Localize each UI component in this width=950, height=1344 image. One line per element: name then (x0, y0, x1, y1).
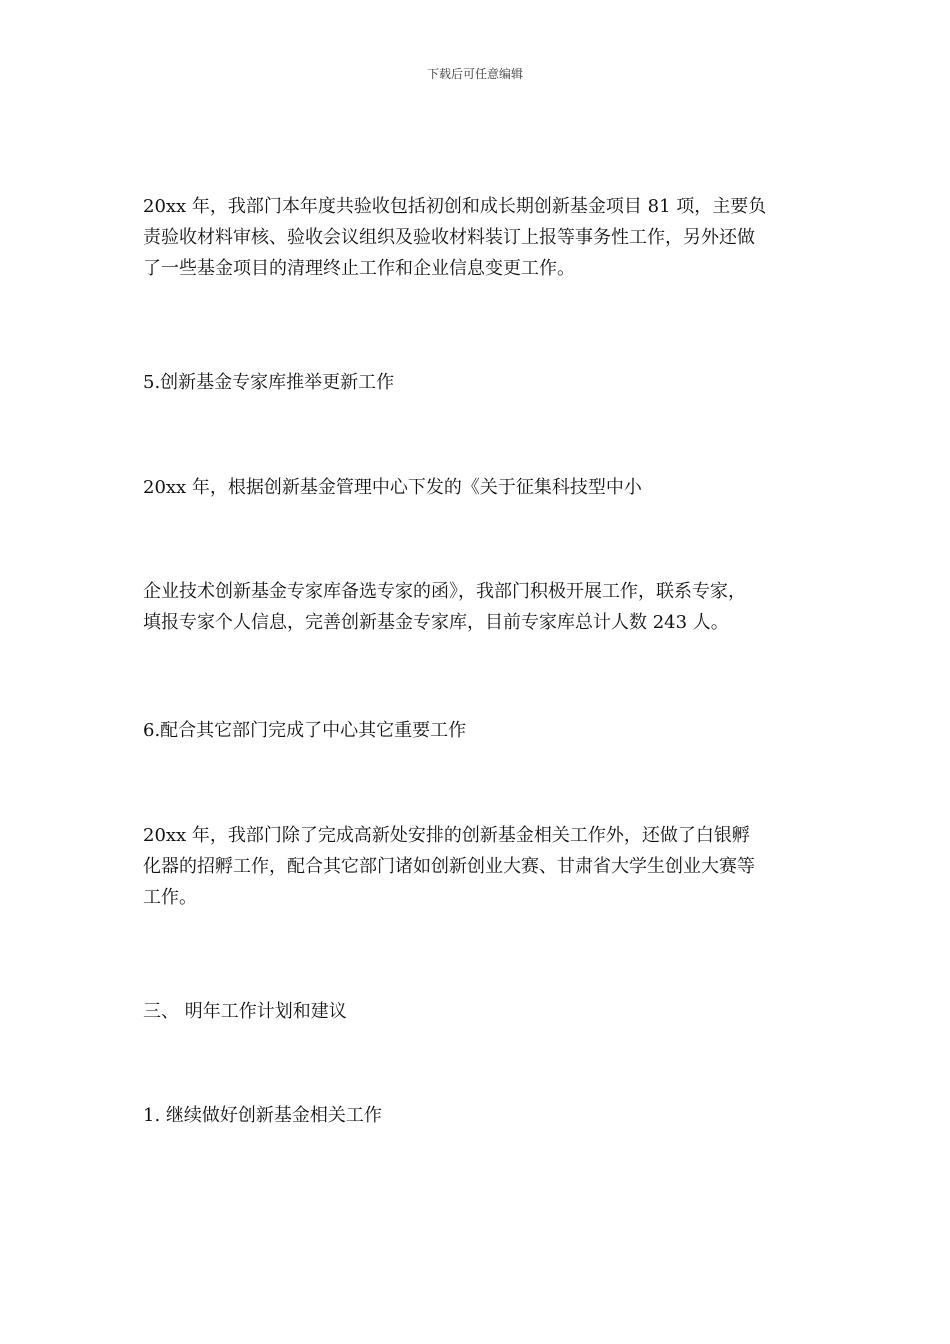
paragraph-line: 了一些基金项目的清理终止工作和企业信息变更工作。 (143, 258, 575, 279)
paragraph-line: 责验收材料审核、验收会议组织及验收材料装订上报等事务性工作，另外还做 (143, 227, 755, 248)
paragraph-line: 企业技术创新基金专家库备选专家的函》，我部门积极开展工作，联系专家， (143, 581, 746, 602)
paragraph-acceptance (143, 191, 813, 284)
paragraph-expert-library (143, 576, 813, 638)
section-heading-3: 三、 明年工作计划和建议 (143, 1001, 347, 1022)
heading-item-6: 6.配合其它部门完成了中心其它重要工作 (143, 720, 467, 741)
paragraph-expert-intro: 20xx 年，根据创新基金管理中心下发的《关于征集科技型中小 (143, 477, 642, 498)
page-header: 下载后可任意编辑 (426, 67, 523, 81)
paragraph-line: 工作。 (143, 887, 197, 908)
paragraph-line: 填报专家个人信息，完善创新基金专家库，目前专家库总计人数 243 人。 (143, 612, 729, 633)
paragraph-line: 20xx 年，我部门本年度共验收包括初创和成长期创新基金项目 81 项，主要负 (143, 196, 767, 217)
paragraph-line: 20xx 年，我部门除了完成高新处安排的创新基金相关工作外，还做了白银孵 (143, 825, 750, 846)
paragraph-cooperation (143, 820, 813, 913)
heading-item-5: 5.创新基金专家库推举更新工作 (143, 372, 395, 393)
list-item-1: 1. 继续做好创新基金相关工作 (143, 1105, 382, 1126)
paragraph-line: 化器的招孵工作，配合其它部门诸如创新创业大赛、甘肃省大学生创业大赛等 (143, 856, 755, 877)
